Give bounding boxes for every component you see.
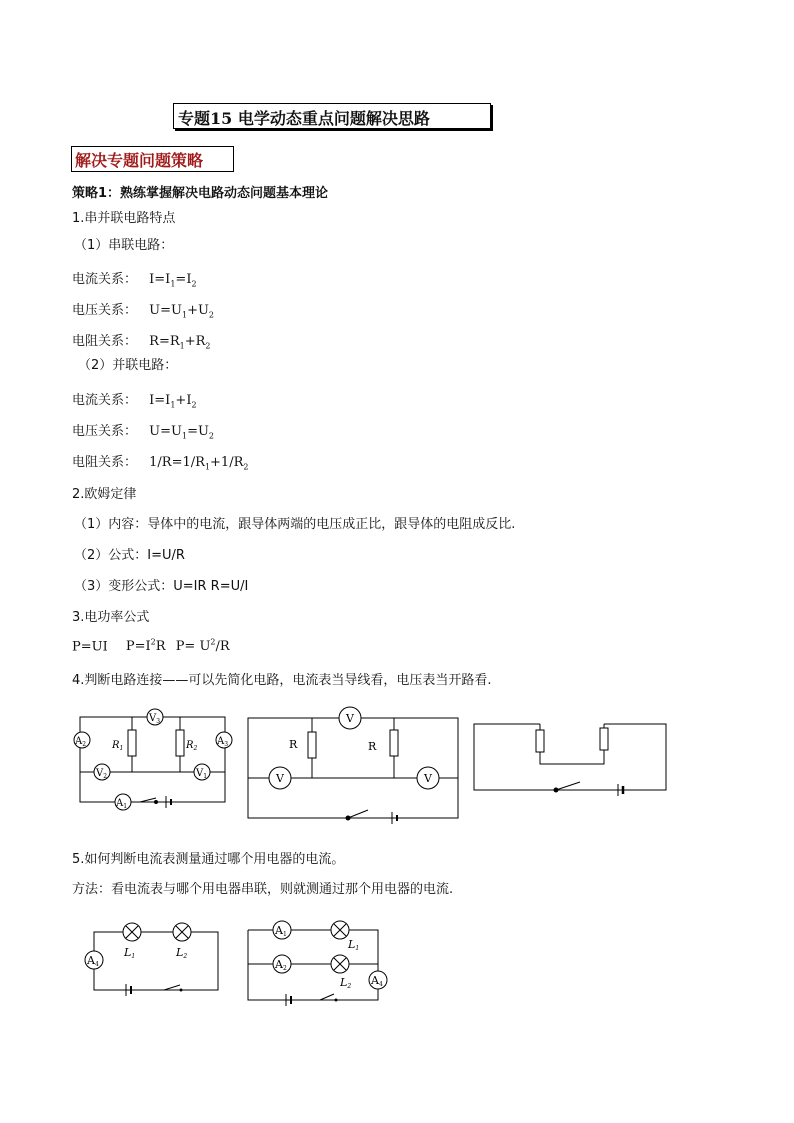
label-a4: A4 — [87, 954, 99, 968]
parallel-current-label: 电流关系： — [72, 393, 138, 408]
label-l1: L1 — [124, 946, 136, 960]
label-v-left: V — [276, 772, 284, 785]
parallel-resistance-label: 电阻关系： — [72, 455, 138, 470]
power-formulas: P=UI $P=I^2R$ $P= U^2/R$ — [72, 638, 230, 655]
circuit-diagram-3 — [470, 712, 670, 808]
label-r-right: R — [368, 740, 377, 753]
title-box — [173, 103, 491, 129]
parallel-resistance-formula: $1/R=1/R_1+1/R_2$ — [149, 455, 249, 472]
circuit-diagram-2 — [244, 702, 464, 832]
ammeter-question-heading: 5.如何判断电流表测量通过哪个用电器的电流。 — [72, 852, 345, 867]
parallel-voltage-label: 电压关系： — [72, 424, 138, 439]
label-a2-b: A2 — [275, 958, 287, 972]
ammeter-method: 方法：看电流表与哪个用电器串联，则就测通过那个用电器的电流. — [72, 882, 454, 897]
label-v2: $V_2$ — [96, 768, 108, 780]
section-heading: 解决专题问题策略 — [75, 151, 204, 170]
page-title: 专题15 电学动态重点问题解决思路 — [178, 109, 430, 128]
series-heading: （1）串联电路： — [74, 238, 174, 253]
label-a3: $A_3$ — [217, 736, 229, 748]
series-voltage-formula: $U=U_1+U_2$ — [149, 303, 215, 320]
series-resistance-row — [72, 330, 211, 351]
label-l2-b: L2 — [340, 976, 352, 990]
label-l1-b: L1 — [348, 938, 360, 952]
parallel-heading: （2）并联电路： — [78, 358, 178, 373]
circuit-diagram-4 — [80, 918, 230, 998]
label-v-top: V — [346, 712, 354, 725]
parallel-current-row — [72, 389, 197, 410]
label-a-right: A4 — [371, 974, 383, 988]
ohm-law-formula: （2）公式：I=U/R — [74, 548, 185, 563]
label-v-right: V — [424, 772, 432, 785]
label-a2: $A_2$ — [75, 736, 87, 748]
ohm-law-content: （1）内容：导体中的电流，跟导体两端的电压成正比，跟导体的电阻成反比. — [74, 517, 516, 532]
series-voltage-label: 电压关系： — [72, 303, 138, 318]
series-current-label: 电流关系： — [72, 272, 138, 287]
parallel-voltage-formula: $U=U_1=U_2$ — [149, 424, 215, 441]
label-r-left: R — [289, 738, 298, 751]
series-voltage-row — [72, 299, 214, 320]
label-v3: $V_3$ — [149, 713, 161, 725]
series-resistance-formula: $R=R_1+R_2$ — [149, 334, 211, 351]
circuit-simplify-heading: 4.判断电路连接——可以先简化电路，电流表当导线看，电压表当开路看. — [72, 673, 492, 688]
section-heading-box — [71, 146, 234, 172]
series-parallel-heading: 1.串并联电路特点 — [72, 211, 176, 226]
label-a1: $A_1$ — [116, 798, 128, 810]
series-resistance-label: 电阻关系： — [72, 334, 138, 349]
label-r2: $R_2$ — [186, 740, 198, 752]
ohm-law-heading: 2.欧姆定律 — [72, 487, 137, 502]
parallel-voltage-row — [72, 420, 214, 441]
parallel-current-formula: $I=I_1+I_2$ — [149, 393, 197, 410]
parallel-resistance-row — [72, 451, 248, 472]
strategy-1-heading: 策略1：熟练掌握解决电路动态问题基本理论 — [72, 186, 329, 201]
label-l2: L2 — [176, 946, 188, 960]
label-a1-b: A1 — [275, 924, 287, 938]
label-r1: $R_1$ — [112, 740, 124, 752]
ohm-law-variants: （3）变形公式：U=IR R=U/I — [74, 579, 249, 594]
circuit-diagram-1 — [70, 702, 240, 814]
power-heading: 3.电功率公式 — [72, 610, 150, 625]
series-current-formula: $I=I_1=I_2$ — [149, 272, 197, 289]
circuit-diagram-5 — [244, 914, 394, 1006]
series-current-row — [72, 268, 197, 289]
label-v1: $V_1$ — [196, 768, 208, 780]
